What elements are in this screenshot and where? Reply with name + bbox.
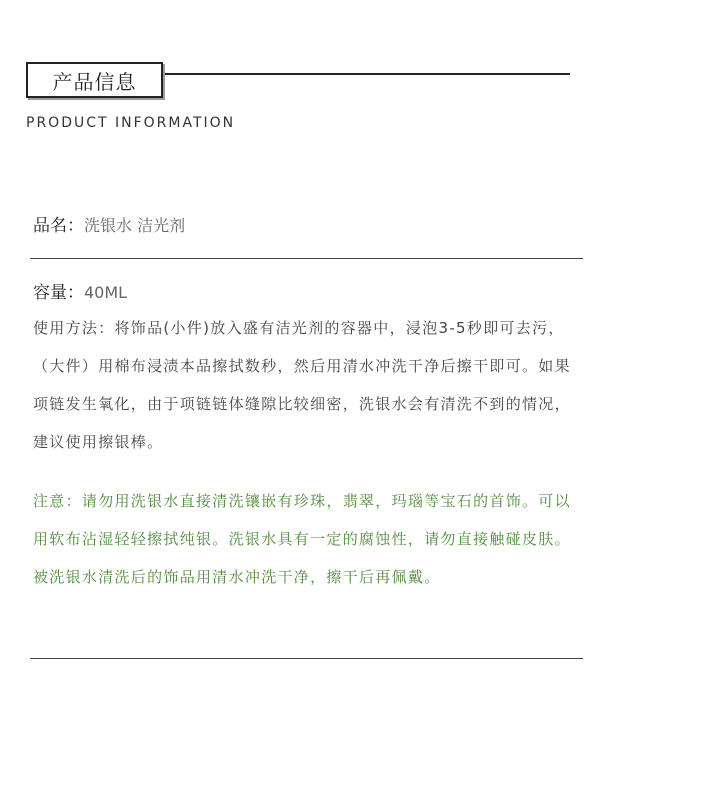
product-volume-label: 容量：	[33, 283, 84, 303]
product-volume-value: 40ML	[84, 283, 128, 302]
product-name-value: 洗银水 洁光剂	[84, 216, 186, 235]
section-title: 产品信息	[26, 62, 163, 98]
usage-instructions: 使用方法：将饰品(小件)放入盛有洁光剂的容器中，浸泡3-5秒即可去污，（大件）用棉布浸渍本品擦拭数秒，然后用清水冲洗干净后擦干即可。如果项链发生氧化，由于项链链体缝隙比较细密，洗银水会有清洗不到的情况，建议使用擦银棒。	[33, 319, 571, 451]
product-volume-row	[33, 278, 127, 303]
header-divider	[165, 73, 570, 75]
section-subtitle: PRODUCT INFORMATION	[26, 115, 236, 131]
divider-bottom	[30, 658, 583, 659]
product-name-label: 品名：	[33, 216, 84, 236]
product-name-row	[33, 211, 185, 236]
divider-top	[30, 258, 583, 259]
caution-note: 注意：请勿用洗银水直接清洗镶嵌有珍珠，翡翠，玛瑙等宝石的首饰。可以用软布沾湿轻轻擦拭纯银。洗银水具有一定的腐蚀性，请勿直接触碰皮肤。被洗银水清洗后的饰品用清水冲洗干净，擦干后再佩戴。	[33, 492, 571, 586]
